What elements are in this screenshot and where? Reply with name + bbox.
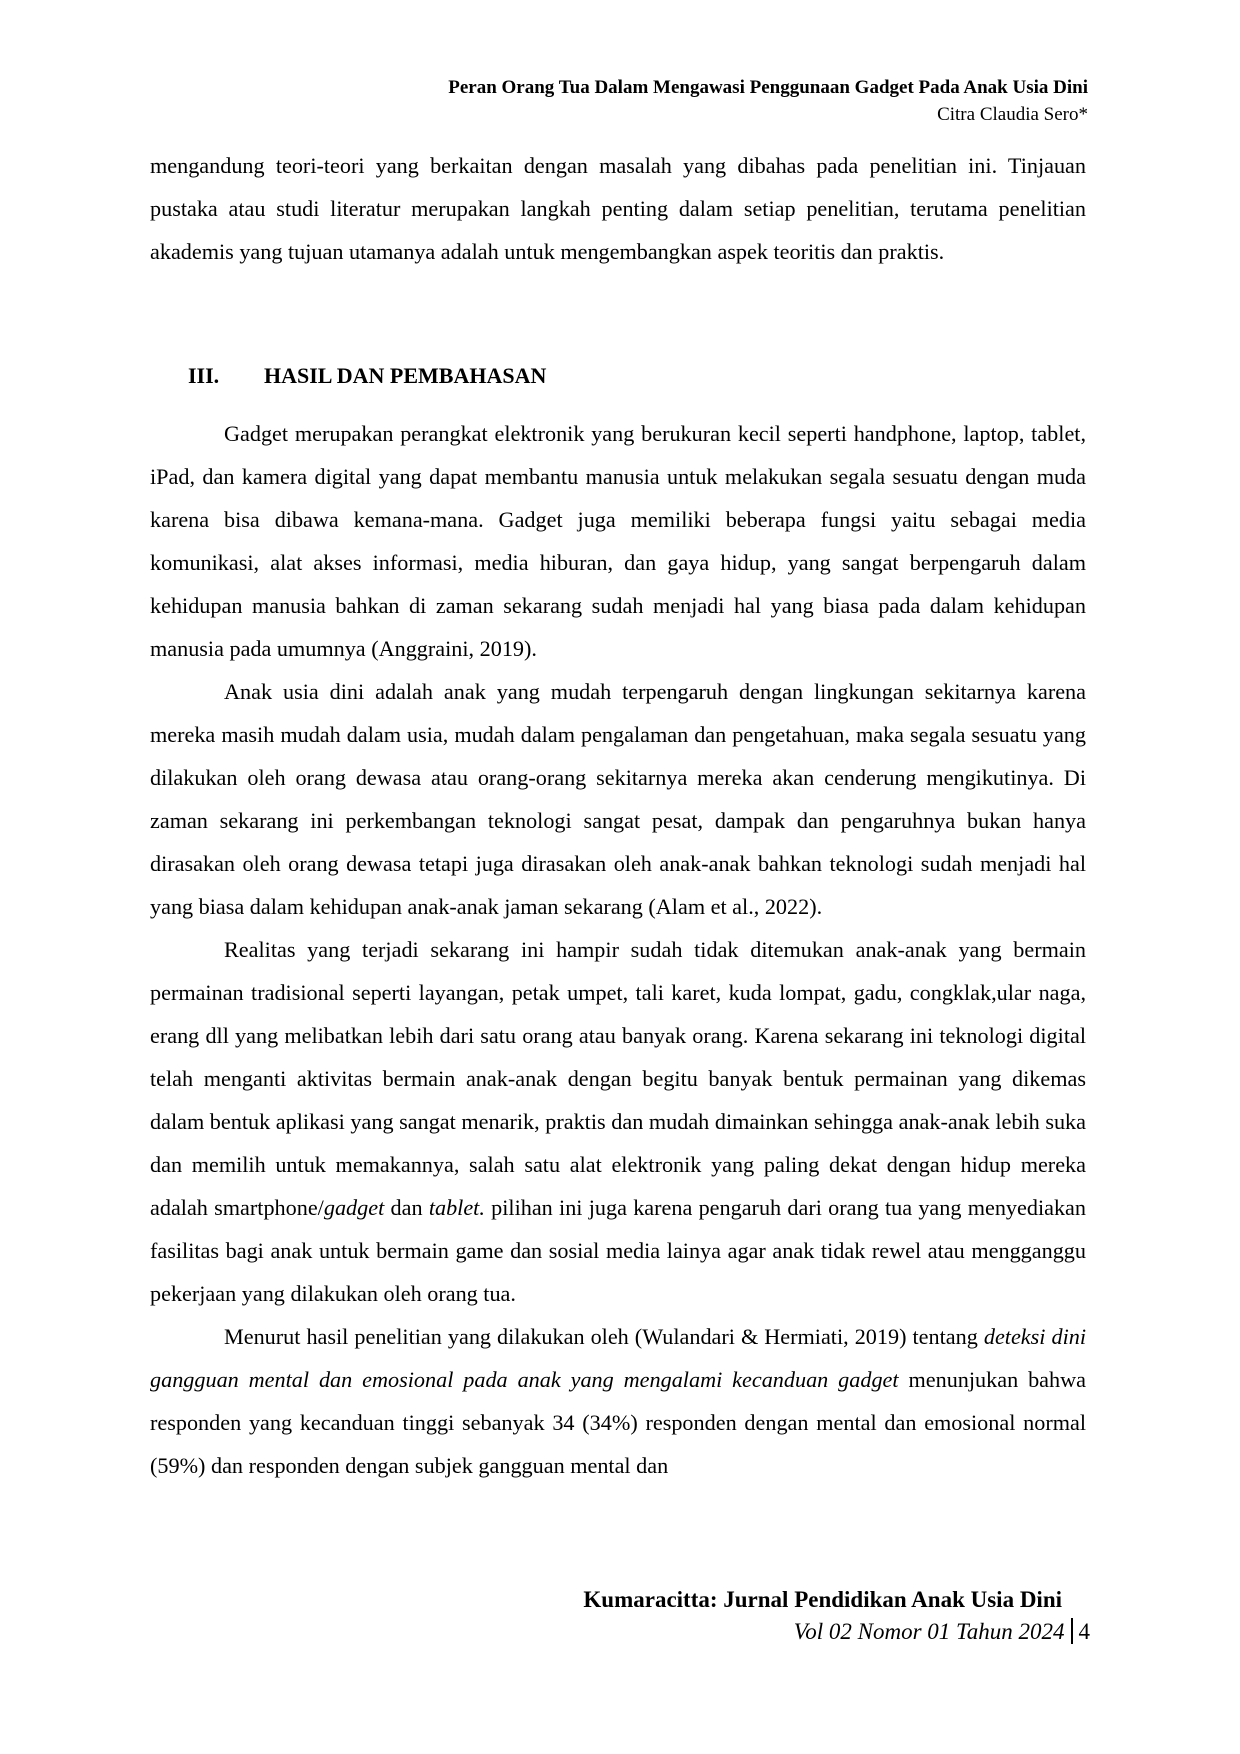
- footer-journal-name: Kumaracitta: Jurnal Pendidikan Anak Usia Dini: [583, 1587, 1062, 1612]
- paragraph-gadget-definition: Gadget merupakan perangkat elektronik yang berukuran kecil seperti handphone, laptop, tablet, iPad, dan kamera digital yang dapat membantu manusia untuk melakukan segala sesuatu dengan muda karena bisa dibawa kemana-mana. Gadget juga memiliki beberapa fungsi yaitu sebagai media komunikasi, alat akses informasi, media hiburan, dan gaya hidup, yang sangat berpengaruh dalam kehidupan manusia bahkan di zaman sekarang sudah menjadi hal yang biasa pada dalam kehidupan manusia pada umumnya (Anggraini, 2019).: [150, 421, 1086, 661]
- intro-paragraph: mengandung teori-teori yang berkaitan dengan masalah yang dibahas pada penelitian ini. Tinjauan pustaka atau studi literatur merupakan langkah penting dalam setiap penelitian, terutama penelitian akademis yang tujuan utamanya adalah untuk mengembangkan aspek teoritis dan praktis.: [150, 153, 1086, 264]
- paragraph-research-italic-title: deteksi dini gangguan mental dan emosional pada anak yang mengalami kecanduan gadget: [150, 1324, 1086, 1392]
- paragraph-reality-text-1: Realitas yang terjadi sekarang ini hampir sudah tidak ditemukan anak-anak yang bermain permainan tradisional seperti layangan, petak umpet, tali karet, kuda lompat, gadu, congklak,ular naga, erang dll yang melibatkan lebih dari satu orang atau banyak orang. Karena sekarang ini teknologi digital telah menganti aktivitas bermain anak-anak dengan begitu banyak bentuk permainan yang dikemas dalam bentuk aplikasi yang sangat menarik, praktis dan mudah dimainkan sehingga anak-anak lebih suka dan memilih untuk memakannya, salah satu alat elektronik yang paling dekat dengan hidup mereka adalah smartphone/: [150, 937, 1086, 1220]
- section-heading: [188, 361, 546, 391]
- paragraph-research-text-2: menunjukan bahwa responden yang kecanduan tinggi sebanyak 34 (34%) responden dengan mental dan emosional normal (59%) dan responden dengan subjek gangguan mental dan: [150, 1367, 1086, 1478]
- paragraph-reality-italic-gadget: gadget: [323, 1195, 385, 1220]
- paragraph-reality-italic-tablet: tablet.: [428, 1195, 485, 1220]
- page-number: 4: [1078, 1619, 1090, 1644]
- paragraph-research-result: [150, 1315, 1086, 1487]
- footer-separator: [1071, 1618, 1073, 1644]
- paragraph-research-text-1: Menurut hasil penelitian yang dilakukan oleh (Wulandari & Hermiati, 2019) tentang: [224, 1324, 984, 1349]
- section-title: HASIL DAN PEMBAHASAN: [264, 363, 547, 388]
- paragraph-reality-text-3: pilihan ini juga karena pengaruh dari orang tua yang menyediakan fasilitas bagi anak untuk bermain game dan sosial media lainya agar anak tidak rewel atau mengganggu pekerjaan yang dilakukan oleh orang tua.: [150, 1195, 1086, 1306]
- paragraph-early-childhood: Anak usia dini adalah anak yang mudah terpengaruh dengan lingkungan sekitarnya karena mereka masih mudah dalam usia, mudah dalam pengalaman dan pengetahuan, maka segala sesuatu yang dilakukan oleh orang dewasa atau orang-orang sekitarnya mereka akan cenderung mengikutinya. Di zaman sekarang ini perkembangan teknologi sangat pesat, dampak dan pengaruhnya bukan hanya dirasakan oleh orang dewasa tetapi juga dirasakan oleh anak-anak bahkan teknologi sudah menjadi hal yang biasa dalam kehidupan anak-anak jaman sekarang (Alam et al., 2022).: [150, 679, 1086, 919]
- section-body: [150, 412, 1086, 1487]
- footer-volume: Vol 02 Nomor 01 Tahun 2024: [793, 1619, 1065, 1644]
- header-article-title: Peran Orang Tua Dalam Mengawasi Penggunaan Gadget Pada Anak Usia Dini: [448, 77, 1088, 98]
- page-footer: [583, 1584, 1090, 1648]
- intro-text-block: [150, 144, 1086, 273]
- paragraph-reality-text-2: dan: [384, 1195, 429, 1220]
- section-number: III.: [188, 363, 220, 388]
- header-author: Citra Claudia Sero*: [937, 104, 1088, 125]
- footer-volume-line: [583, 1616, 1090, 1648]
- running-header: [448, 74, 1088, 128]
- paragraph-reality: [150, 928, 1086, 1315]
